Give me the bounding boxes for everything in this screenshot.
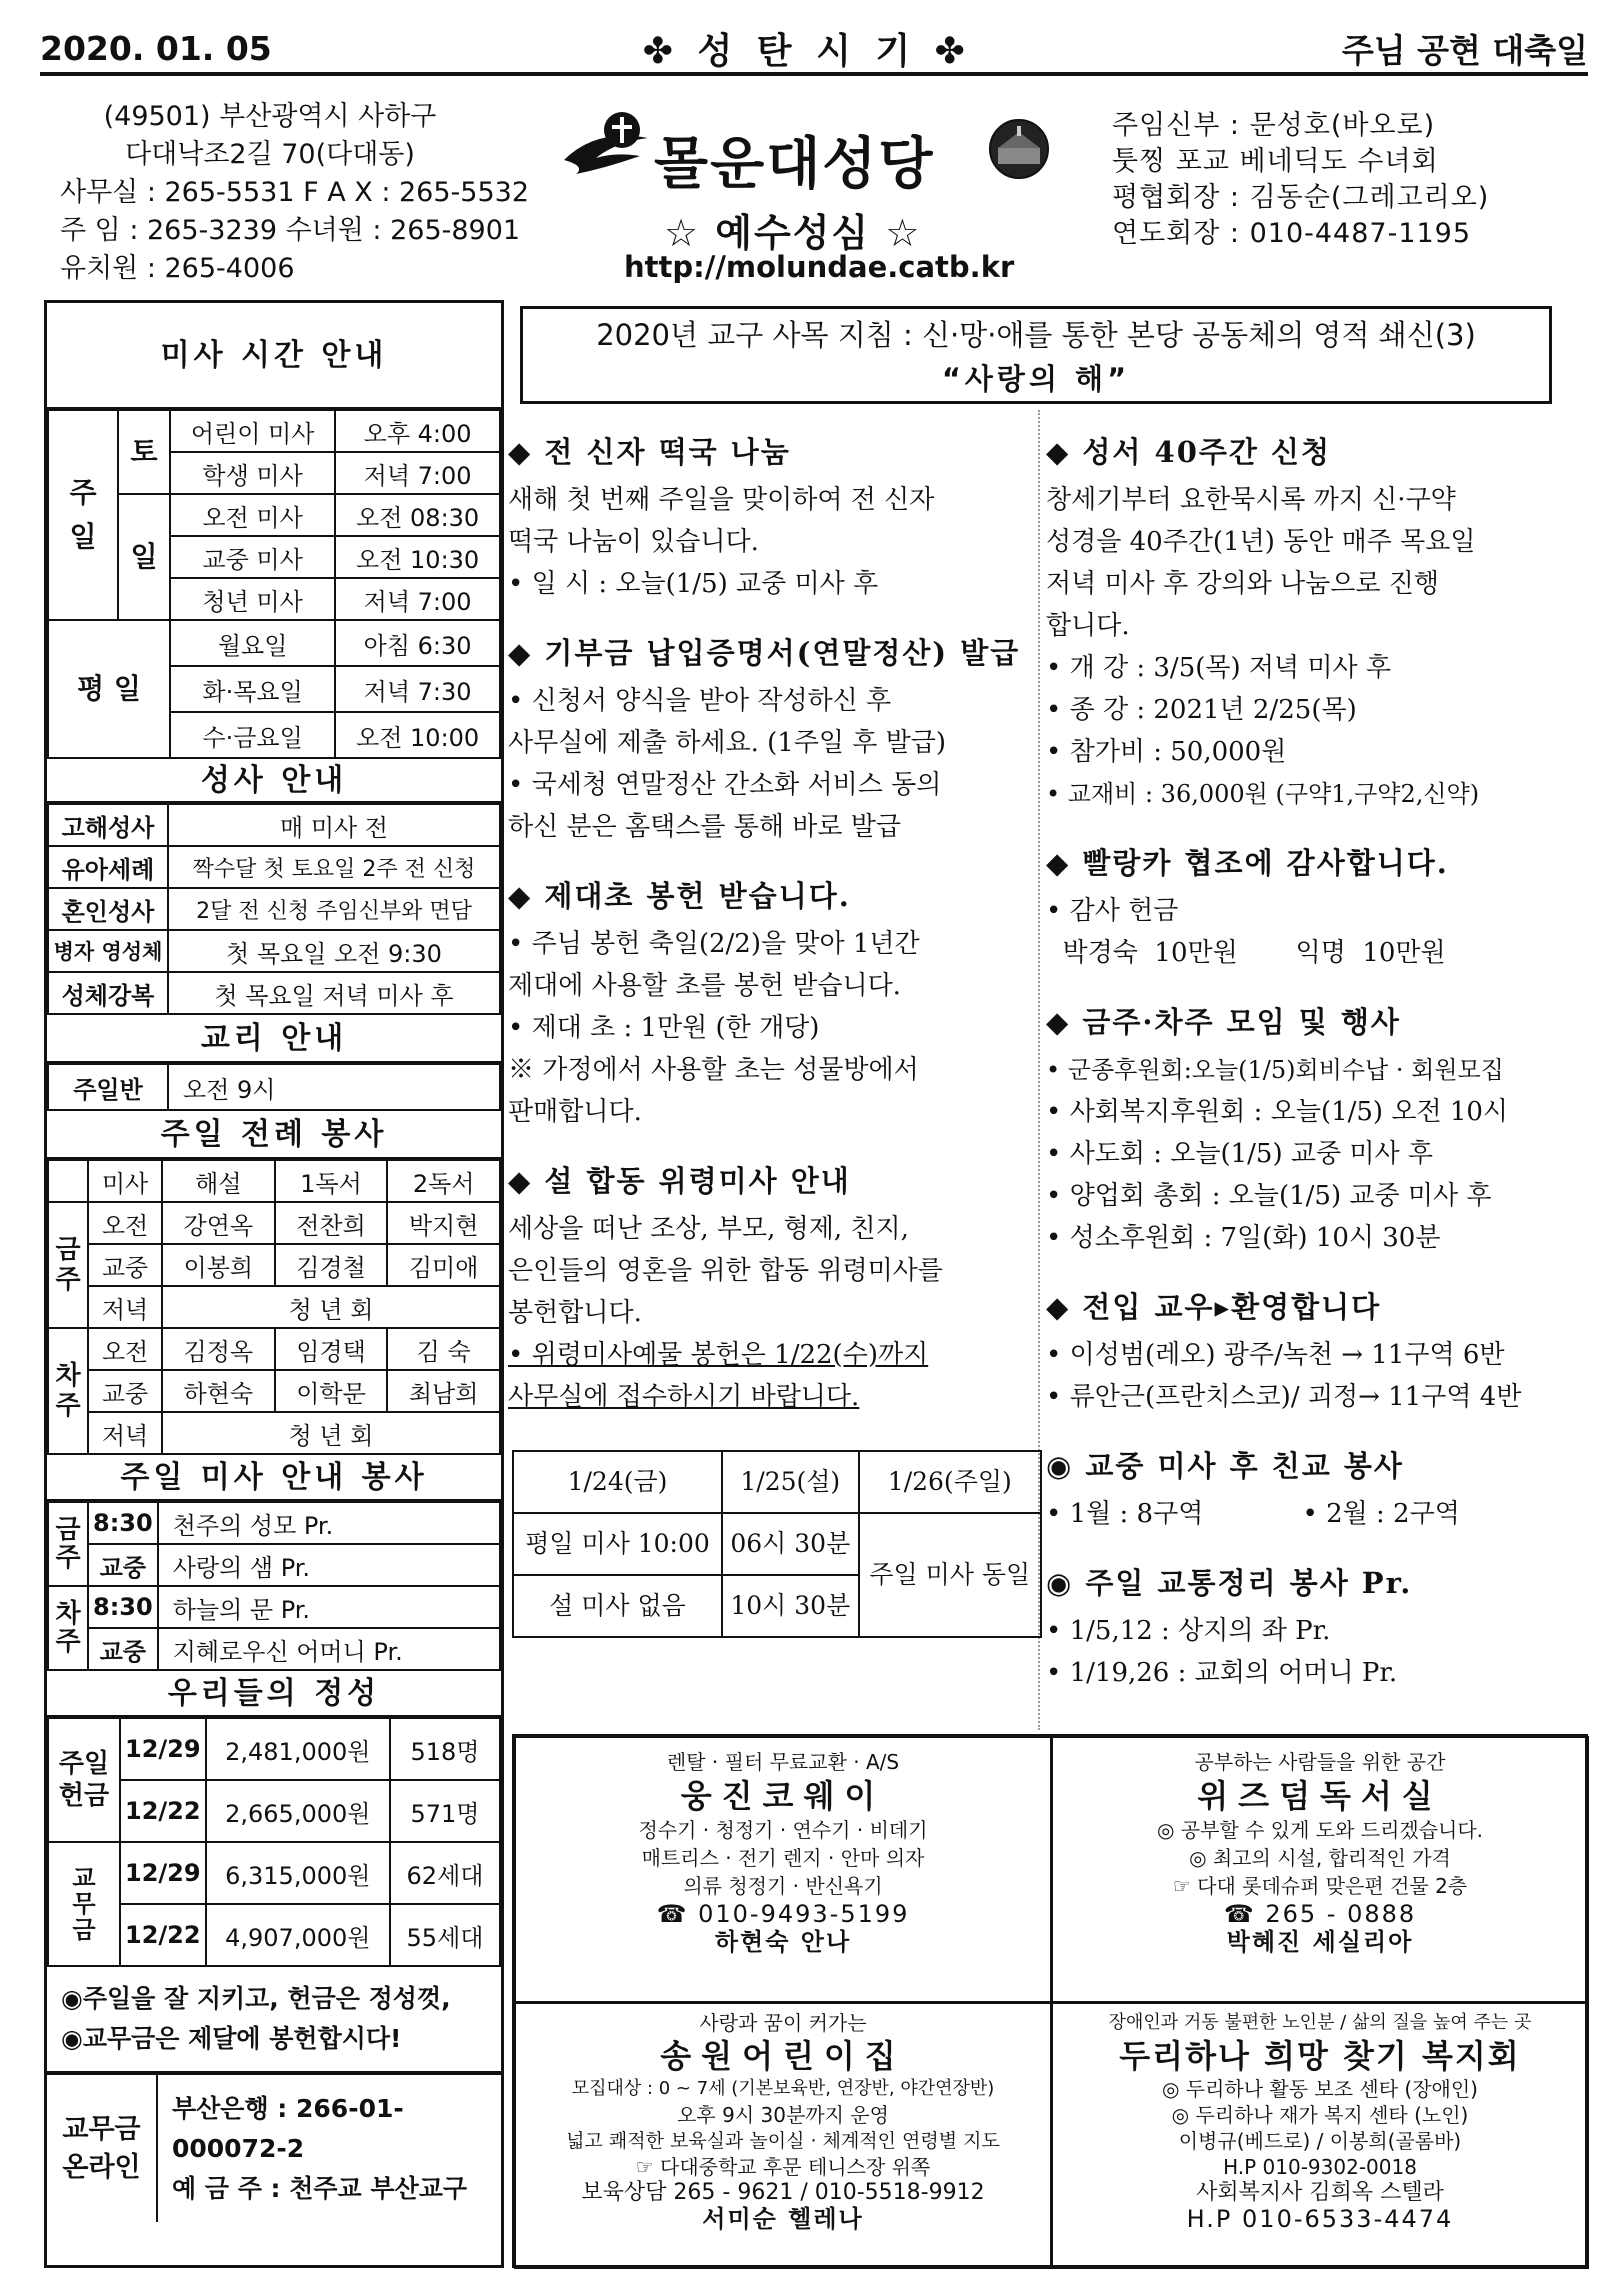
offering-count: 571명 [390,1780,500,1842]
news-title: ◉ 교중 미사 후 친교 봉사 [1046,1449,1404,1483]
news-item [1046,1561,1586,1694]
ad-contact-name: 하현숙 안나 [714,1928,852,1956]
ad-coway [514,1736,1052,2003]
offering-date: 12/22 [120,1780,206,1842]
news-line: • 제대 초 : 1만원 (한 개당) [508,1013,820,1043]
news-line: • 이성범(레오) 광주/녹천 → 11구역 6반 [1046,1340,1505,1370]
guideline-text: 2020년 교구 사목 지침 : 신·망·애를 통한 본당 공동체의 영적 쇄신(3) [596,318,1476,352]
church-building-icon [988,118,1050,180]
ad-line: ☞ 다대 롯데슈퍼 맞은편 건물 2층 [1172,1874,1468,1898]
news-title: ◆ 설 합동 위령미사 안내 [508,1164,851,1198]
news-line: 하신 분은 홈택스를 통해 바로 발급 [508,812,901,842]
mass-name: 오전 미사 [170,494,335,536]
liturgy-group: 청 년 회 [162,1412,500,1454]
ad-line: 의류 청정기 · 반신욕기 [683,1874,883,1898]
ad-line: 오후 9시 30분까지 운영 [677,2103,889,2127]
liturgy-person: 최남희 [387,1370,500,1412]
mass-time: 저녁 7:00 [335,578,500,620]
news-line: 제대에 사용할 초를 봉헌 받습니다. [508,971,901,1001]
news-line: 은인들의 영혼을 위한 합동 위령미사를 [508,1256,943,1286]
parish-logo [556,104,1056,282]
top-bar [40,24,1588,76]
ad-phone: ☎ 265 - 0888 [1223,1900,1417,1928]
staff-line: 평협회장 : 김동순(그레고리오) [1112,182,1490,213]
ad-line: 정수기 · 청정기 · 연수기 · 비데기 [638,1818,928,1842]
sunday-label: 주 일 [48,410,118,620]
ad-durihana-welfare [1051,2002,1589,2269]
sunday-offering-label: 주일 헌금 [48,1718,120,1842]
ad-line: ◎ 공부할 수 있게 도와 드리겠습니다. [1156,1818,1484,1842]
address-line-1: (49501) 부산광역시 사하구 [103,101,437,132]
staff-info [1112,108,1489,252]
news-title: ◆ 빨랑카 협조에 감사합니다. [1046,846,1449,880]
mass-name: 어린이 미사 [170,410,335,452]
liturgy-person: 임경택 [275,1328,388,1370]
news-item [508,1159,1032,1418]
ad-line: ◎ 두리하나 재가 복지 센타 (노인) [1171,2103,1469,2127]
offering-count: 55세대 [390,1904,500,1966]
feast-name: 주님 공현 대축일 [1341,30,1588,70]
liturgy-mass: 저녁 [88,1412,162,1454]
news-line: • 개 강 : 3/5(목) 저녁 미사 후 [1046,653,1392,683]
mass-time: 오전 08:30 [335,494,500,536]
liturgy-person: 김 숙 [387,1328,500,1370]
news-middle-column [508,430,1032,1444]
liturgy-person: 하현숙 [162,1370,275,1412]
sunday-day-label: 일 [118,494,170,620]
office-phone: 사무실 : 265-5531 F A X : 265-5532 [60,177,529,208]
ad-phone: 보육상담 265 - 9621 / 010-5518-9912 [581,2180,985,2205]
sacrament-name: 혼인성사 [48,888,168,930]
liturgy-head: 미사 [88,1160,162,1202]
news-item [1046,1285,1586,1418]
holiday-mass-table [512,1450,1042,1638]
news-title: ◆ 제대초 봉헌 받습니다. [508,879,851,913]
news-item [1046,841,1586,974]
news-line: 창세기부터 요한묵시록 까지 신·구약 [1046,485,1456,515]
news-line: 봉헌합니다. [508,1298,642,1328]
liturgy-head: 1독서 [275,1160,388,1202]
ad-line: 사회복지사 김희옥 스텔라 [1196,2180,1444,2205]
ad-contact-name: 박혜진 세실리아 [1226,1928,1414,1956]
offering-title: 우리들의 정성 [47,1671,501,1717]
liturgy-person: 김정옥 [162,1328,275,1370]
sacrament-info: 2달 전 신청 주임신부와 면담 [168,888,500,930]
sacrament-title: 성사 안내 [47,759,501,803]
news-title: ◆ 전 신자 떡국 나눔 [508,435,791,469]
ad-line: ☞ 다대중학교 후문 테니스장 위쪽 [635,2155,931,2179]
sacrament-name: 병자 영성체 [48,930,168,972]
liturgy-mass: 교중 [88,1244,162,1286]
ad-tagline: 공부하는 사람들을 위한 공간 [1194,1750,1446,1774]
sacrament-table [47,803,501,1015]
mass-times-table [47,409,501,759]
sacrament-info: 매 미사 전 [168,804,500,846]
saturday-label: 토 [118,410,170,494]
holiday-date: 1/26(주일) [859,1451,1041,1513]
news-line: • 주님 봉헌 축일(2/2)을 맞아 1년간 [508,929,920,959]
ad-title: 웅진코웨이 [680,1777,886,1815]
mass-time: 저녁 7:00 [335,452,500,494]
address-line-2: 다대낙조2길 70(다대동) [125,139,415,170]
bank-account: 부산은행 : 266-01-000072-2 [172,2093,404,2163]
parish-name: 몰운대성당 [654,131,935,197]
news-line: • 류안근(프란치스코)/ 괴정→ 11구역 4반 [1046,1382,1522,1412]
ad-line: 매트리스 · 전기 렌지 · 안마 의자 [641,1846,925,1870]
guide-group: 천주의 성모 Pr. [158,1502,500,1544]
ad-tagline: 장애인과 거동 불편한 노인분 / 삶의 질을 높여 주는 곳 [1108,2012,1532,2033]
sacrament-info: 첫 목요일 저녁 미사 후 [168,972,500,1014]
mass-name: 청년 미사 [170,578,335,620]
guideline-theme: “사랑의 해” [941,362,1131,396]
holiday-cell: 06시 30분 [722,1513,859,1575]
mass-time: 오전 10:00 [335,712,500,758]
weekday-label: 평 일 [48,620,170,758]
guide-group: 하늘의 문 Pr. [158,1586,500,1628]
holiday-cell: 설 미사 없음 [513,1575,722,1637]
news-line: 사무실에 제출 하세요. (1주일 후 발급) [508,728,947,758]
news-line: • 위령미사예물 봉헌은 1/22(수)까지 [508,1340,929,1370]
news-line: • 1/19,26 : 교회의 어머니 Pr. [1046,1658,1398,1688]
parish-emblem-icon [556,108,656,188]
news-line: • 감사 헌금 [1046,896,1179,926]
news-line: 새해 첫 번째 주일을 맞이하여 전 신자 [508,485,935,515]
news-item [508,874,1032,1133]
offering-count: 62세대 [390,1842,500,1904]
liturgical-season: ✤ 성 탄 시 기 ✤ [642,30,971,72]
account-holder: 예 금 주 : 천주교 부산교구 [172,2173,468,2203]
news-line: • 1월 : 8구역 • 2월 : 2구역 [1046,1499,1460,1529]
guide-mass: 교중 [88,1544,158,1586]
ad-title: 두리하나 희망 찾기 복지회 [1119,2037,1521,2075]
liturgy-title: 주일 전례 봉사 [47,1111,501,1159]
mass-times-title: 미사 시간 안내 [47,303,501,409]
guide-mass: 교중 [88,1628,158,1670]
staff-line: 연도회장 : 010-4487-1195 [1112,218,1472,249]
liturgy-person: 박지현 [387,1202,500,1244]
ad-title: 위즈덤독서실 [1197,1777,1443,1815]
ad-tagline: 렌탈 · 필터 무료교환 · A/S [666,1750,900,1774]
liturgy-table [47,1159,501,1455]
news-line: • 종 강 : 2021년 2/25(목) [1046,695,1357,725]
ad-line: 넓고 쾌적한 보육실과 놀이실 · 체계적인 연령별 지도 [566,2130,1000,2152]
news-line: 세상을 떠난 조상, 부모, 형제, 친지, [508,1214,909,1244]
doctrine-label: 주일반 [48,1064,168,1110]
liturgy-mass: 오전 [88,1202,162,1244]
news-title: ◆ 금주·차주 모임 및 행사 [1046,1005,1401,1039]
advertisement-box [512,1734,1588,2268]
news-title: ◉ 주일 교통정리 봉사 Pr. [1046,1566,1413,1600]
offering-amount: 4,907,000원 [206,1904,390,1966]
staff-line: 주임신부 : 문성호(바오로) [1112,110,1436,141]
doctrine-time: 오전 9시 [168,1064,500,1110]
offering-date: 12/29 [120,1842,206,1904]
ad-line: ◎ 두리하나 활동 보조 센타 (장애인) [1161,2077,1478,2101]
offering-date: 12/22 [120,1904,206,1966]
news-item [508,631,1032,848]
doctrine-title: 교리 안내 [47,1015,501,1063]
guide-table [47,1501,501,1671]
liturgy-person: 김경철 [275,1244,388,1286]
mass-time: 오전 10:30 [335,536,500,578]
bank-info [157,2074,501,2222]
parish-dues-label: 교 무 금 [48,1842,120,1966]
news-title: ◆ 성서 40주간 신청 [1046,435,1332,469]
news-line: 떡국 나눔이 있습니다. [508,527,759,557]
holiday-cell: 10시 30분 [722,1575,859,1637]
priest-phone: 주 임 : 265-3239 수녀원 : 265-8901 [60,215,521,246]
news-line: • 1/5,12 : 상지의 좌 Pr. [1046,1616,1331,1646]
ad-line: H.P 010-9302-0018 [1223,2155,1417,2179]
guide-group: 지혜로우신 어머니 Pr. [158,1628,500,1670]
diocese-guideline-banner [520,306,1552,404]
guide-mass: 8:30 [88,1502,158,1544]
offering-amount: 2,481,000원 [206,1718,390,1780]
sacrament-name: 유아세례 [48,846,168,888]
ad-line: 모집대상 : 0 ~ 7세 (기본보육반, 연장반, 야간연장반) [571,2078,995,2099]
holiday-cell: 평일 미사 10:00 [513,1513,722,1575]
news-line: • 참가비 : 50,000원 [1046,737,1287,767]
parish-motto: ☆ 예수성심 ☆ [664,211,922,255]
news-line: ※ 가정에서 사용할 초는 성물방에서 [508,1055,919,1085]
news-item [1046,430,1586,815]
liturgy-mass: 교중 [88,1370,162,1412]
news-line: 저녁 미사 후 강의와 나눔으로 진행 [1046,569,1439,599]
mass-name: 학생 미사 [170,452,335,494]
news-line: • 성소후원회 : 7일(화) 10시 30분 [1046,1223,1441,1253]
news-line: • 사도회 : 오늘(1/5) 교중 미사 후 [1046,1139,1433,1169]
liturgy-person: 강연옥 [162,1202,275,1244]
news-line: 합니다. [1046,611,1130,641]
news-line: • 교재비 : 36,000원 (구약1,구약2,신약) [1046,780,1480,808]
mass-time: 아침 6:30 [335,620,500,666]
offering-date: 12/29 [120,1718,206,1780]
holiday-date: 1/25(설) [722,1451,859,1513]
contact-info [60,98,529,288]
ad-songwon-daycare [514,2002,1052,2269]
offering-notes [47,1967,501,2073]
parish-website-link[interactable]: http://molundae.catb.kr [624,250,1015,284]
sacrament-name: 고해성사 [48,804,168,846]
mass-name: 월요일 [170,620,335,666]
left-column [44,300,504,2268]
news-title: ◆ 전입 교우▸환영합니다 [1046,1290,1382,1324]
news-right-column [1046,430,1586,1720]
sacrament-info: 짝수달 첫 토요일 2주 전 신청 [168,846,500,888]
online-payment-table [47,2073,501,2222]
news-line: • 국세청 연말정산 간소화 서비스 동의 [508,770,942,800]
ad-phone: H.P 010-6533-4474 [1186,2205,1454,2233]
news-line: • 양업회 총회 : 오늘(1/5) 교중 미사 후 [1046,1181,1492,1211]
mass-name: 화·목요일 [170,666,335,712]
ad-phone: ☎ 010-9493-5199 [656,1900,910,1928]
offering-note: ◉주일을 잘 지키고, 헌금은 정성껏, [61,1984,451,2013]
ad-title: 송원어린이집 [660,2037,906,2075]
liturgy-mass: 오전 [88,1328,162,1370]
holiday-date: 1/24(금) [513,1451,722,1513]
sacrament-info: 첫 목요일 오전 9:30 [168,930,500,972]
news-title: ◆ 기부금 납입증명서(연말정산) 발급 [508,636,1021,670]
mass-time: 저녁 7:30 [335,666,500,712]
mass-name: 교중 미사 [170,536,335,578]
mass-name: 수·금요일 [170,712,335,758]
liturgy-person: 김미애 [387,1244,500,1286]
next-week-label: 차주 [48,1586,88,1670]
this-week-label: 금주 [48,1202,88,1328]
news-item [508,430,1032,605]
mass-time: 오후 4:00 [335,410,500,452]
ad-tagline: 사랑과 꿈이 커가는 [699,2011,867,2035]
liturgy-head: 해설 [162,1160,275,1202]
ad-wisdom-library [1051,1736,1589,2003]
guide-title: 주일 미사 안내 봉사 [47,1455,501,1501]
guide-mass: 8:30 [88,1586,158,1628]
news-line: 성경을 40주간(1년) 동안 매주 목요일 [1046,527,1476,557]
liturgy-person: 이학문 [275,1370,388,1412]
news-line: • 군종후원회:오늘(1/5)회비수납 · 회원모집 [1046,1056,1504,1084]
liturgy-person: 이봉희 [162,1244,275,1286]
news-line: 판매합니다. [508,1097,642,1127]
offering-note: ◉교무금은 제달에 봉헌합시다! [61,2024,402,2053]
kindergarten-phone: 유치원 : 265-4006 [60,253,295,284]
next-week-label: 차주 [48,1328,88,1454]
news-line: • 일 시 : 오늘(1/5) 교중 미사 후 [508,569,879,599]
guide-group: 사랑의 샘 Pr. [158,1544,500,1586]
liturgy-group: 청 년 회 [162,1286,500,1328]
offering-table [47,1717,501,1967]
offering-count: 518명 [390,1718,500,1780]
online-label: 교무금 온라인 [47,2074,157,2222]
news-item [1046,1444,1586,1535]
holiday-cell: 주일 미사 동일 [859,1513,1041,1637]
liturgy-head: 2독서 [387,1160,500,1202]
this-week-label: 금주 [48,1502,88,1586]
liturgy-person: 전찬희 [275,1202,388,1244]
liturgy-mass: 저녁 [88,1286,162,1328]
offering-amount: 6,315,000원 [206,1842,390,1904]
news-item [1046,1000,1586,1259]
ad-line: ◎ 최고의 시설, 합리적인 가격 [1189,1846,1451,1870]
sacrament-name: 성체강복 [48,972,168,1014]
news-line: • 신청서 양식을 받아 작성하신 후 [508,686,892,716]
news-line: • 사회복지후원회 : 오늘(1/5) 오전 10시 [1046,1097,1509,1127]
news-line: 박경숙 10만원 익명 10만원 [1046,938,1446,968]
ad-contact-name: 서미순 헬레나 [702,2205,864,2233]
offering-amount: 2,665,000원 [206,1780,390,1842]
ad-line: 이병규(베드로) / 이봉희(골롬바) [1178,2129,1462,2153]
doctrine-table [47,1063,501,1111]
staff-line: 툿찡 포교 베네딕도 수녀회 [1112,146,1439,177]
bulletin-date: 2020. 01. 05 [40,28,272,68]
news-line: 사무실에 접수하시기 바랍니다. [508,1382,860,1412]
